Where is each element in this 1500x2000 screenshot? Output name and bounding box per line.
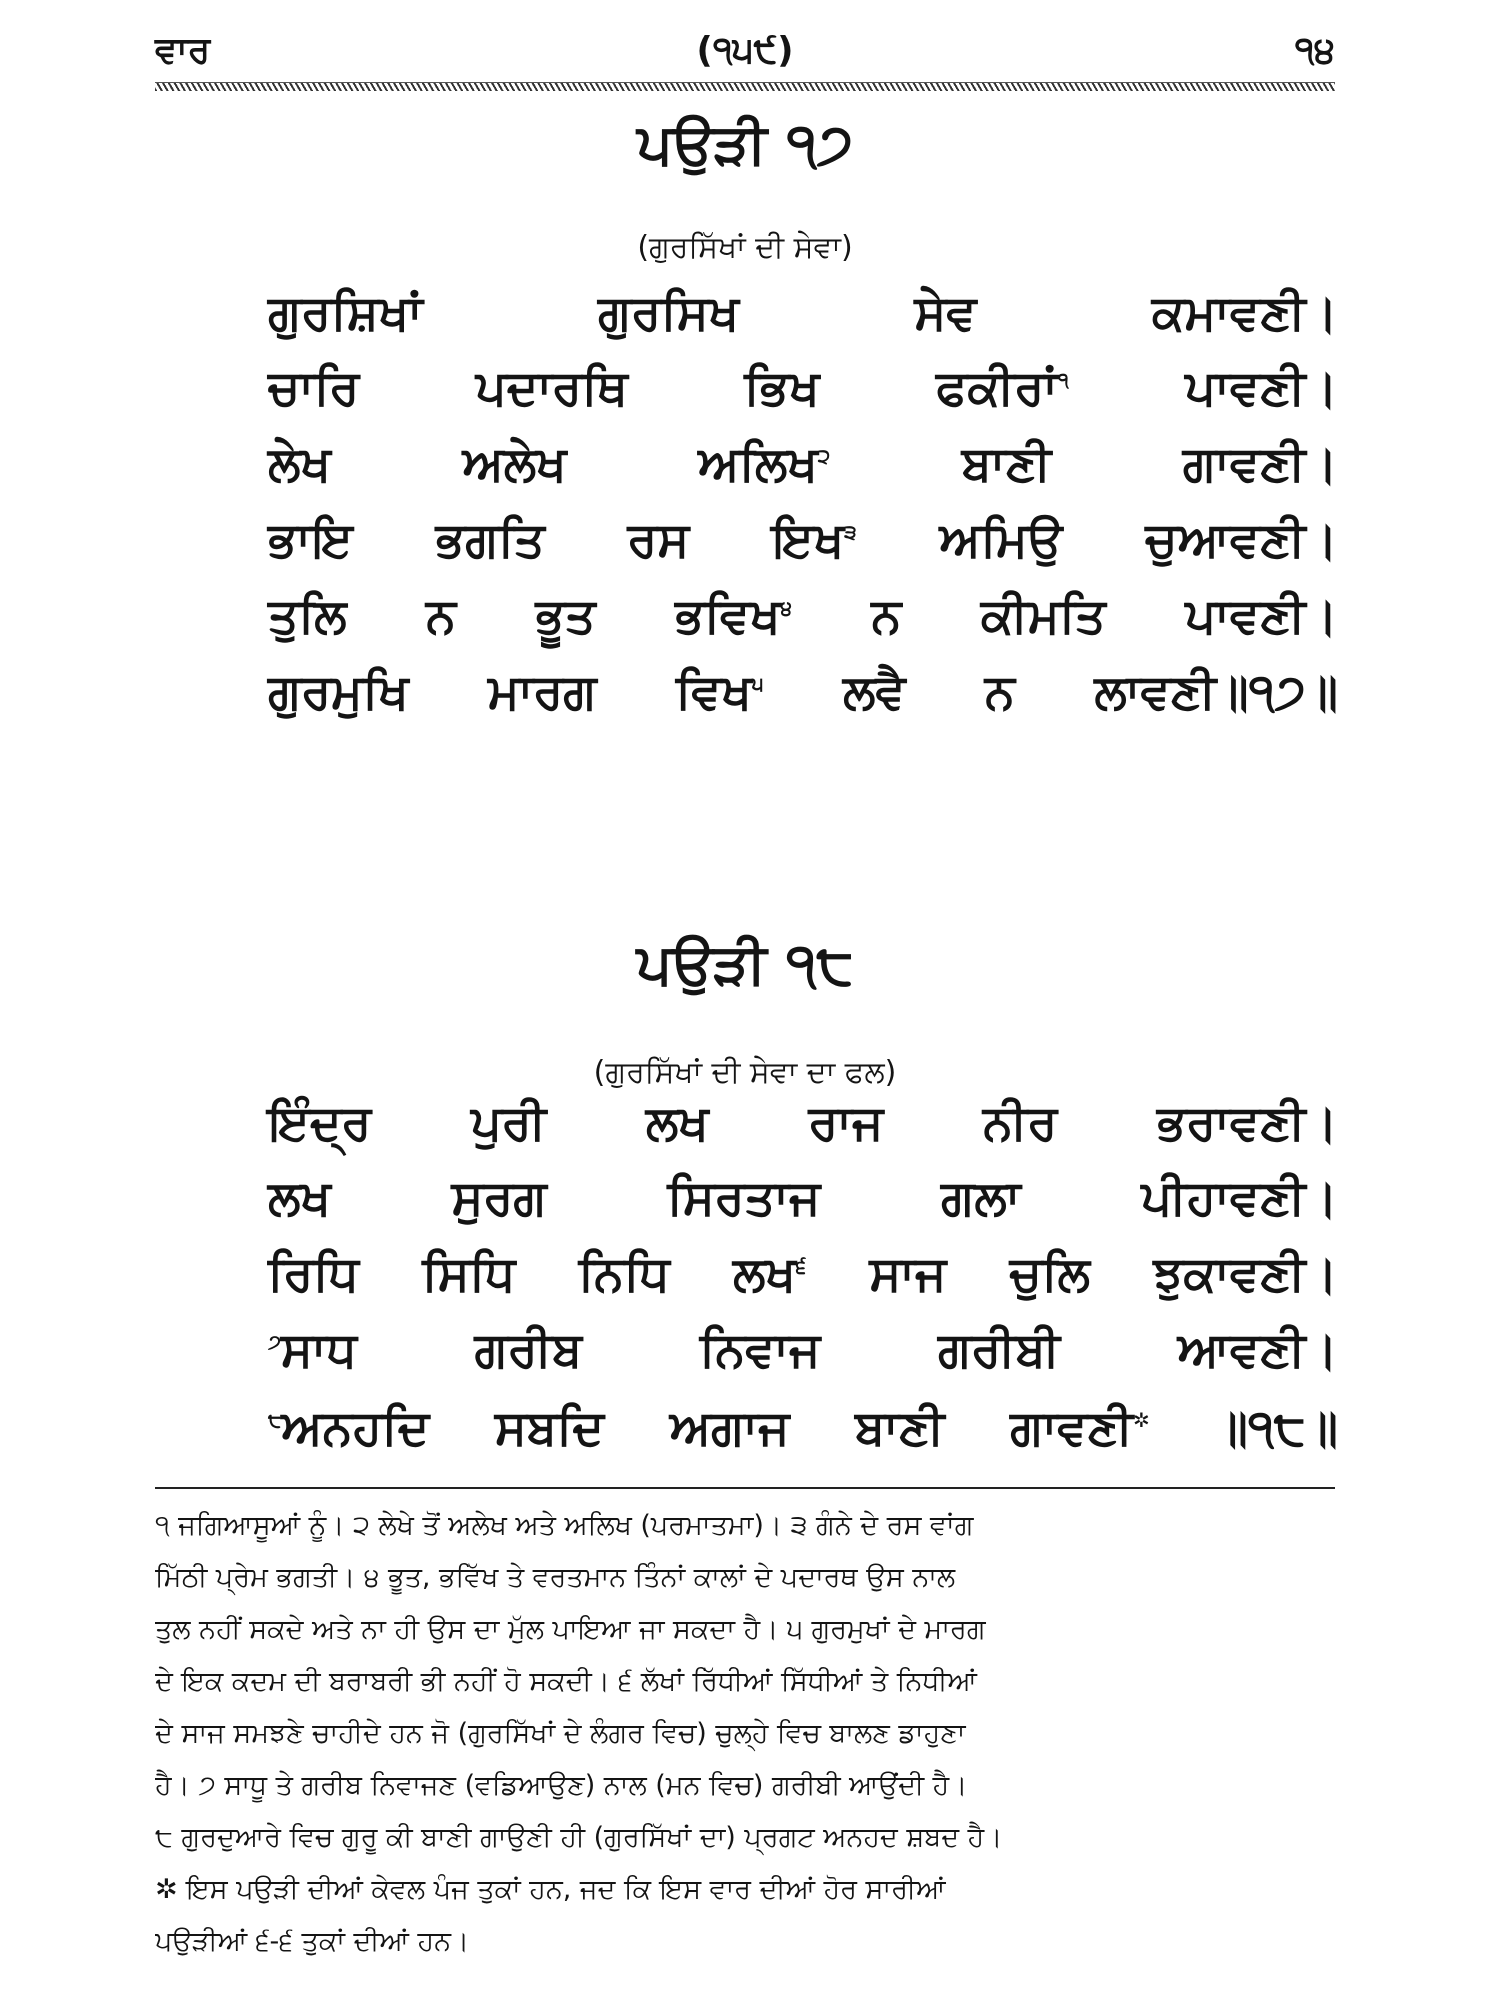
verse-line — [268, 360, 1338, 424]
footnote-line: ਹੈ। ੭ ਸਾਧੂ ਤੇ ਗਰੀਬ ਨਿਵਾਜਣ (ਵਡਿਆਉਣ) ਨਾਲ (ਮਨ ਵਿਚ) ਗਰੀਬੀ ਆਉਂਦੀ ਹੈ। — [155, 1770, 968, 1801]
footnote-marker: ✲ — [1133, 1408, 1150, 1432]
verse-word: ਝੁਕਾਵਣੀ। — [1153, 1246, 1338, 1302]
footnote-marker: ੭ — [268, 1330, 281, 1354]
verse-word: ਪੀਹਾਵਣੀ। — [1141, 1170, 1338, 1226]
verse-word: ਮਾਰਗ — [488, 664, 597, 720]
verse-line — [268, 512, 1338, 576]
footnote-line: ਦੇ ਇਕ ਕਦਮ ਦੀ ਬਰਾਬਰੀ ਭੀ ਨਹੀਂ ਹੋ ਸਕਦੀ। ੬ ਲੱਖਾਂ ਰਿੱਧੀਆਂ ਸਿੱਧੀਆਂ ਤੇ ਨਿਧੀਆਂ — [155, 1666, 977, 1697]
verse-word: $^੭$ਸਾਧ — [268, 1322, 357, 1378]
verse-word: ਨਿਵਾਜ — [699, 1322, 821, 1378]
verse-line — [268, 664, 1338, 728]
verse-word: ਸਾਜ — [869, 1246, 947, 1302]
verse-word: ਭਾਇ — [268, 512, 353, 568]
verse-word: ਰਿਧਿ — [268, 1246, 359, 1302]
footnote-marker: ੨ — [817, 444, 831, 468]
verse-word: ਗਲਾ — [940, 1170, 1021, 1226]
verse-word: ਪਾਵਣੀ। — [1185, 360, 1338, 416]
verse-line — [268, 285, 1338, 349]
verse-word: ਲਖ — [645, 1095, 709, 1151]
verse-word: ਰਸ — [627, 512, 690, 568]
verse-word: ਰਾਜ — [808, 1095, 884, 1151]
verse-word: ਨੀਰ — [983, 1095, 1058, 1151]
verse-word: ਲਖ — [268, 1170, 331, 1226]
verse-word: ਲੇਖ — [268, 436, 331, 492]
verse-word: ਚੁਲਿ — [1009, 1246, 1090, 1302]
verse-word: ਗੁਰਸ਼ਿਖਾਂ — [268, 285, 423, 341]
verse-word: ਫਕੀਰਾਂ$^੧$ — [936, 360, 1069, 416]
verse-word: ਪਦਾਰਥਿ — [475, 360, 628, 416]
verse-word: ਚਾਰਿ — [268, 360, 360, 416]
footnote-line: ✲ ਇਸ ਪਉੜੀ ਦੀਆਂ ਕੇਵਲ ਪੰਜ ਤੁਕਾਂ ਹਨ, ਜਦ ਕਿ ਇਸ ਵਾਰ ਦੀਆਂ ਹੋਰ ਸਾਰੀਆਂ — [155, 1874, 946, 1905]
verse-line — [268, 588, 1338, 652]
verse-line — [268, 436, 1338, 500]
footnote-marker: ੫ — [751, 672, 764, 696]
page-margin — [1352, 0, 1500, 2000]
verse-word: ਪਾਵਣੀ। — [1185, 588, 1338, 644]
verse-word: ਗੁਰਮੁਖਿ — [268, 664, 409, 720]
verse-word: ਲਾਵਣੀ॥੧੭॥ — [1094, 664, 1338, 720]
section-title: ਪਉੜੀ ੧੮ — [636, 932, 854, 997]
verse-word: $^੮$ਅਨਹਦਿ — [268, 1400, 430, 1456]
verse-word: ਸੇਵ — [914, 285, 977, 341]
verse-word: ਲਖ$^੬$ — [733, 1246, 807, 1302]
verse-word: ਨ — [984, 664, 1015, 720]
verse-word: ਗਰੀਬ — [474, 1322, 583, 1378]
verse-word: ਅਲੇਖ — [462, 436, 567, 492]
footnotes — [155, 1500, 1335, 1968]
verse-word: ਭਗਤਿ — [435, 512, 545, 568]
verse-word: ਚੁਆਵਣੀ। — [1145, 512, 1338, 568]
verse-word: ਭਿਖ — [744, 360, 820, 416]
footnote-line: ਪਉੜੀਆਂ ੬-੬ ਤੁਕਾਂ ਦੀਆਂ ਹਨ। — [155, 1926, 470, 1957]
verse-word: ਇਖ$^੩$ — [772, 512, 857, 568]
verse-word: ਵਿਖ$^੫$ — [675, 664, 764, 720]
verse-word: ਸਿਧਿ — [422, 1246, 516, 1302]
footnote-line: ੧ ਜਗਿਆਸੂਆਂ ਨੂੰ। ੨ ਲੇਖੇ ਤੋਂ ਅਲੇਖ ਅਤੇ ਅਲਿਖ (ਪਰਮਾਤਮਾ)। ੩ ਗੰਨੇ ਦੇ ਰਸ ਵਾਂਗ — [155, 1510, 974, 1541]
verse-word: ਭਵਿਖ$^੪$ — [675, 588, 792, 644]
verse-word: ਕੀਮਤਿ — [980, 588, 1106, 644]
verse-word: ਅਮਿਉ — [939, 512, 1063, 568]
verse-word: ਅਲਿਖ$^੨$ — [698, 436, 831, 492]
verse-line — [268, 1400, 1338, 1464]
verse-word: ਨਿਧਿ — [578, 1246, 670, 1302]
verse-word: ਨ — [426, 588, 457, 644]
verse-word: ਬਾਣੀ — [855, 1400, 945, 1456]
section-subtitle: (ਗੁਰਸਿੱਖਾਂ ਦੀ ਸੇਵਾ ਦਾ ਫਲ) — [593, 1055, 897, 1090]
verse-word: ਗਰੀਬੀ — [937, 1322, 1060, 1378]
footnote-line: ੮ ਗੁਰਦੁਆਰੇ ਵਿਚ ਗੁਰੂ ਕੀ ਬਾਣੀ ਗਾਉਣੀ ਹੀ (ਗੁਰਸਿੱਖਾਂ ਦਾ) ਪ੍ਰਗਟ ਅਨਹਦ ਸ਼ਬਦ ਹੈ। — [155, 1822, 1003, 1853]
running-header — [155, 26, 1335, 86]
verse-line — [268, 1322, 1338, 1386]
footnote-line: ਮਿੱਠੀ ਪ੍ਰੇਮ ਭਗਤੀ। ੪ ਭੂਤ, ਭਵਿੱਖ ਤੇ ਵਰਤਮਾਨ ਤਿੰਨਾਂ ਕਾਲਾਂ ਦੇ ਪਦਾਰਥ ਉਸ ਨਾਲ — [155, 1562, 956, 1593]
verse-word: ॥੧੮॥ — [1215, 1400, 1338, 1456]
footnote-line: ਤੁਲ ਨਹੀਂ ਸਕਦੇ ਅਤੇ ਨਾ ਹੀ ਉਸ ਦਾ ਮੁੱਲ ਪਾਇਆ ਜਾ ਸਕਦਾ ਹੈ। ੫ ਗੁਰਮੁਖਾਂ ਦੇ ਮਾਰਗ — [155, 1614, 986, 1645]
verse-word: ਗੁਰਸਿਖ — [598, 285, 740, 341]
section-subtitle: (ਗੁਰਸਿੱਖਾਂ ਦੀ ਸੇਵਾ) — [637, 230, 853, 265]
footnote-marker: ੧ — [1057, 368, 1069, 392]
footnote-marker: ੬ — [795, 1254, 807, 1278]
verse-line — [268, 1170, 1338, 1234]
verse-word: ਸੁਰਗ — [451, 1170, 547, 1226]
header-rule — [155, 82, 1335, 91]
verse-word: ਬਾਣੀ — [961, 436, 1052, 492]
verse-word: ਭੂਤ — [535, 588, 596, 644]
verse-word: ਅਗਾਜ — [669, 1400, 790, 1456]
footnote-marker: ੮ — [268, 1408, 282, 1432]
verse-word: ਇੰਦ੍ਰ — [268, 1095, 372, 1151]
verse-word: ਆਵਣੀ। — [1177, 1322, 1338, 1378]
footnote-divider — [155, 1487, 1335, 1489]
page-number: (੧੫੯) — [696, 30, 794, 71]
verse-word: ਪੁਰੀ — [470, 1095, 547, 1151]
verse-word: ਸਿਰਤਾਜ — [667, 1170, 821, 1226]
verse-word: ਸਬਦਿ — [494, 1400, 605, 1456]
verse-word: ਭਰਾਵਣੀ। — [1156, 1095, 1338, 1151]
footnote-marker: ੩ — [844, 520, 857, 544]
footnote-marker: ੪ — [780, 596, 792, 620]
verse-word: ਤੁਲਿ — [268, 588, 347, 644]
verse-word: ਕਮਾਵਣੀ। — [1151, 285, 1338, 341]
verse-word: ਲਵੈ — [843, 664, 906, 720]
verse-line — [268, 1246, 1338, 1310]
verse-word: ਨ — [871, 588, 902, 644]
header-left: ਵਾਰ — [155, 30, 211, 71]
footnote-line: ਦੇ ਸਾਜ ਸਮਝਣੇ ਚਾਹੀਦੇ ਹਨ ਜੋ (ਗੁਰਸਿੱਖਾਂ ਦੇ ਲੰਗਰ ਵਿਚ) ਚੁਲ੍ਹੇ ਵਿਚ ਬਾਲਣ ਡਾਹੁਣਾ — [155, 1718, 966, 1749]
header-right: ੧੪ — [1294, 30, 1335, 71]
verse-line — [268, 1095, 1338, 1159]
verse-word: ਗਾਵਣੀ✲ — [1010, 1400, 1150, 1456]
verse-word: ਗਾਵਣੀ। — [1182, 436, 1338, 492]
section-title: ਪਉੜੀ ੧੭ — [636, 112, 854, 177]
